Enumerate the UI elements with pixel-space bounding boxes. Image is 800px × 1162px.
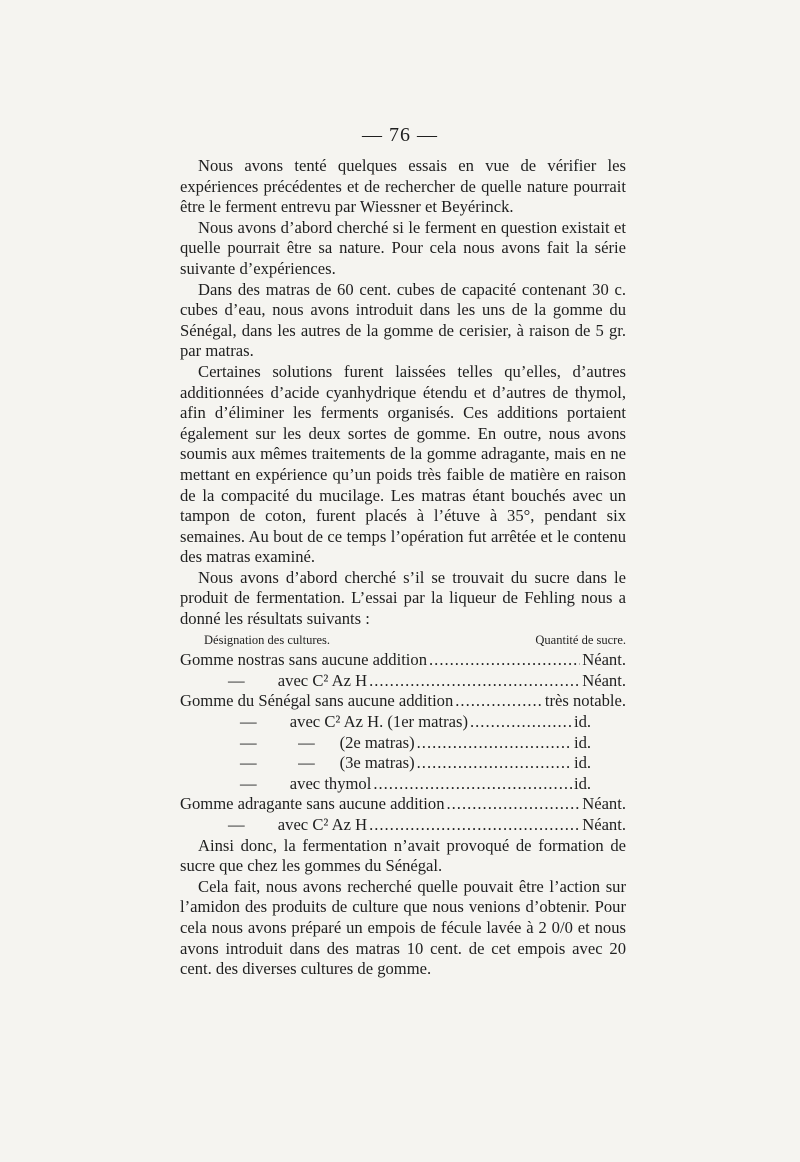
leader-dots bbox=[369, 815, 580, 836]
leader-dots bbox=[417, 753, 572, 774]
culture-label: — avec C² Az H. (1er matras) bbox=[240, 712, 468, 732]
culture-label: — avec C² Az H bbox=[228, 670, 368, 690]
culture-label: — — (3e matras) bbox=[240, 753, 415, 773]
paragraph: Dans des matras de 60 cent. cubes de capacité contenant 30 c. cubes d’eau, nous avons introduit dans les uns de la gomme du Sénégal, dans les autres de la gomme de cerisier, à raison de 5 gr. par matras. bbox=[180, 279, 626, 361]
table-row bbox=[180, 671, 626, 692]
table-row bbox=[180, 794, 626, 815]
paragraph: Nous avons tenté quelques essais en vue de vérifier les expériences précédentes et de rechercher de quelle nature pourrait être le ferment entrevu par Wiessner et Beyérinck. bbox=[180, 156, 626, 217]
leader-dots bbox=[429, 650, 580, 671]
leader-dots bbox=[447, 794, 581, 815]
culture-label: — avec C² Az H bbox=[228, 815, 368, 834]
leader-dots bbox=[373, 774, 572, 795]
paragraph: Nous avons d’abord cherché s’il se trouvait du sucre dans le produit de fermentation. L’essai par la liqueur de Fehling nous a donné les résultats suivants : bbox=[180, 567, 626, 629]
table-row bbox=[180, 774, 626, 795]
table-row bbox=[180, 712, 626, 733]
sugar-value: id. bbox=[574, 732, 592, 752]
column-header-cultures: Désignation des cultures. bbox=[204, 632, 331, 647]
paragraph: Cela fait, nous avons recherché quelle pouvait être l’action sur l’amidon des produits de culture que nous venions d’obtenir. Pour cela nous avons préparé un empois de fécule lavée à 2 0/0 et nous avons introduit dans des matras 10 cent. de cet empois avec 20 cent. des diverses cultures de gomme. bbox=[180, 876, 626, 979]
leader-dots bbox=[455, 691, 543, 712]
culture-label: Gomme nostras sans aucune addition bbox=[180, 650, 428, 670]
column-header-sugar: Quantité de sucre. bbox=[535, 632, 626, 647]
table-row bbox=[180, 691, 626, 712]
table-row bbox=[180, 753, 626, 774]
sugar-value: id. bbox=[574, 773, 592, 793]
sugar-value: Néant. bbox=[582, 815, 626, 834]
table-header bbox=[180, 630, 626, 651]
sugar-value: très notable. bbox=[544, 691, 626, 711]
sugar-value: id. bbox=[574, 712, 592, 732]
paragraph: Certaines solutions furent laissées telles qu’elles, d’autres additionnées d’acide cyanhydrique étendu et d’autres de thymol, afin d’éliminer les ferments organisés. Ces additions portaient également sur les deux sortes de gomme. En outre, nous avons soumis aux mêmes traitements de la gomme adragante, mais en ne mettant en expérience qu’un poids très faible de matière en raison de la compacité du mucilage. Les matras étant bouchés avec un tampon de coton, furent placés à l’étuve à 35°, pendant six semaines. Au bout de ce temps l’opération fut arrêtée et le contenu des matras examiné. bbox=[180, 361, 626, 567]
leader-dots bbox=[470, 712, 572, 733]
culture-label: Gomme adragante sans aucune addition bbox=[180, 794, 445, 814]
sugar-value: Néant. bbox=[582, 794, 626, 814]
sugar-value: Néant. bbox=[582, 670, 626, 690]
table-row bbox=[180, 650, 626, 671]
body-text bbox=[180, 156, 626, 980]
page-number: — 76 — bbox=[362, 124, 438, 146]
table-row bbox=[180, 815, 626, 836]
paragraph: Nous avons d’abord cherché si le ferment en question existait et quelle pourrait être sa nature. Pour cela nous avons fait la série suivante d’expériences. bbox=[180, 217, 626, 278]
leader-dots bbox=[417, 733, 572, 754]
table-row bbox=[180, 733, 626, 754]
culture-label: — avec thymol bbox=[240, 773, 372, 793]
paragraph: Ainsi donc, la fermentation n’avait provoqué de formation de sucre que chez les gommes du Sénégal. bbox=[180, 835, 626, 876]
sugar-value: Néant. bbox=[582, 650, 626, 670]
culture-label: Gomme du Sénégal sans aucune addition bbox=[180, 691, 454, 711]
culture-label: — — (2e matras) bbox=[240, 732, 415, 752]
leader-dots bbox=[369, 671, 580, 692]
sugar-value: id. bbox=[574, 753, 592, 773]
